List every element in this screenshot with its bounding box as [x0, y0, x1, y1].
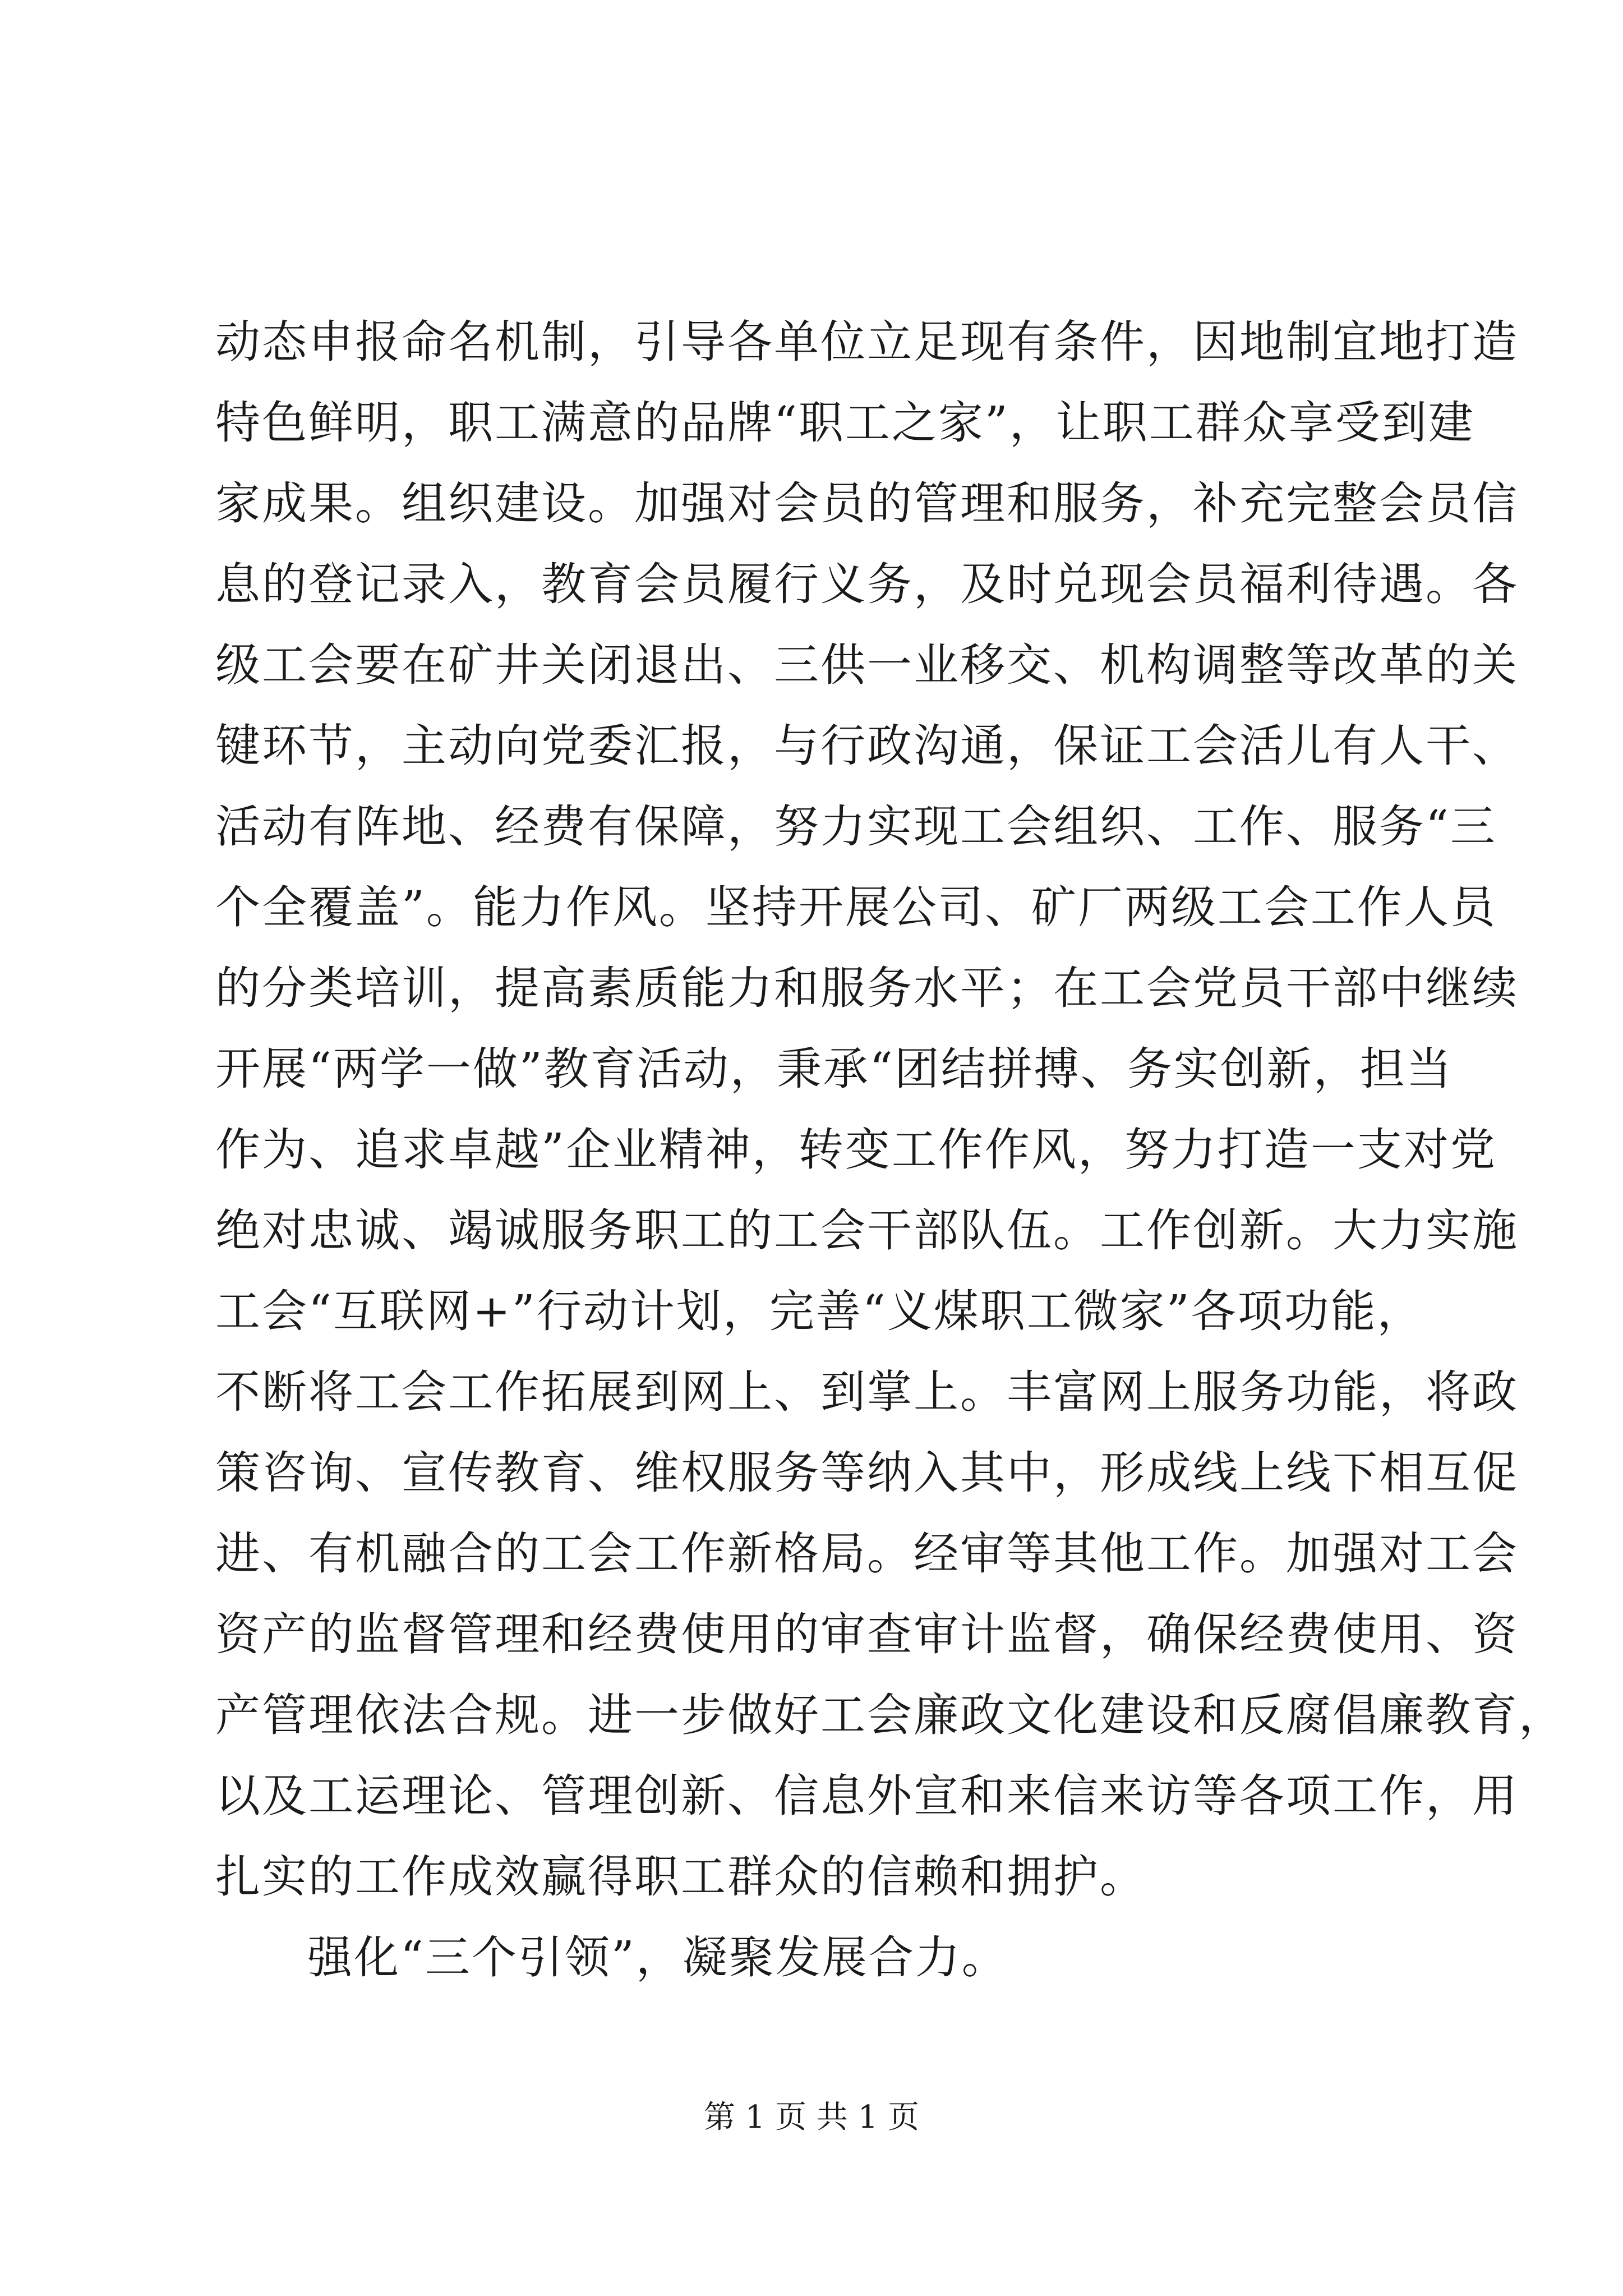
- page-footer: 第 1 页 共 1 页: [703, 2099, 920, 2136]
- text-line-7: 活动有阵地、经费有保障，努力实现工会组织、工作、服务“三: [215, 800, 1497, 853]
- text-line-12: 绝对忠诚、竭诚服务职工的工会干部队伍。工作创新。大力实施: [215, 1204, 1519, 1257]
- text-line-17: 资产的监督管理和经费使用的审查审计监督，确保经费使用、资: [215, 1608, 1519, 1660]
- text-line-5: 级工会要在矿井关闭退出、三供一业移交、机构调整等改革的关: [215, 639, 1519, 691]
- text-line-6: 键环节，主动向党委汇报，与行政沟通，保证工会活儿有人干、: [215, 720, 1519, 772]
- text-line-8: 个全覆盖”。能力作风。坚持开展公司、矿厂两级工会工作人员: [215, 881, 1497, 933]
- text-line-13: 工会“互联网+”行动计划，完善“义煤职工微家”各项功能，: [215, 1285, 1424, 1337]
- text-line-14: 不断将工会工作拓展到网上、到掌上。丰富网上服务功能，将政: [215, 1366, 1519, 1418]
- text-line-3: 家成果。组织建设。加强对会员的管理和服务，补充完整会员信: [215, 477, 1519, 530]
- text-line-2: 特色鲜明，职工满意的品牌“职工之家”，让职工群众享受到建: [215, 397, 1475, 449]
- text-line-15: 策咨询、宣传教育、维权服务等纳入其中，形成线上线下相互促: [215, 1447, 1519, 1499]
- text-line-4: 息的登记录入，教育会员履行义务，及时兑现会员福利待遇。各: [215, 558, 1519, 610]
- text-line-18: 产管理依法合规。进一步做好工会廉政文化建设和反腐倡廉教育，: [215, 1689, 1565, 1741]
- text-line-19: 以及工运理论、管理创新、信息外宣和来信来访等各项工作，用: [215, 1770, 1519, 1822]
- section-heading-line: 强化“三个引领”，凝聚发展合力。: [307, 1931, 1008, 1984]
- text-line-1: 动态申报命名机制，引导各单位立足现有条件，因地制宜地打造: [215, 316, 1519, 368]
- text-line-10: 开展“两学一做”教育活动，秉承“团结拼搏、务实创新，担当: [215, 1043, 1453, 1095]
- body-text: [215, 302, 1565, 1998]
- text-line-9: 的分类培训，提高素质能力和服务水平；在工会党员干部中继续: [215, 962, 1519, 1014]
- text-line-11: 作为、追求卓越”企业精神，转变工作作风，努力打造一支对党: [215, 1124, 1497, 1176]
- text-line-16: 进、有机融合的工会工作新格局。经审等其他工作。加强对工会: [215, 1527, 1519, 1580]
- text-line-20: 扎实的工作成效赢得职工群众的信赖和拥护。: [215, 1851, 1146, 1903]
